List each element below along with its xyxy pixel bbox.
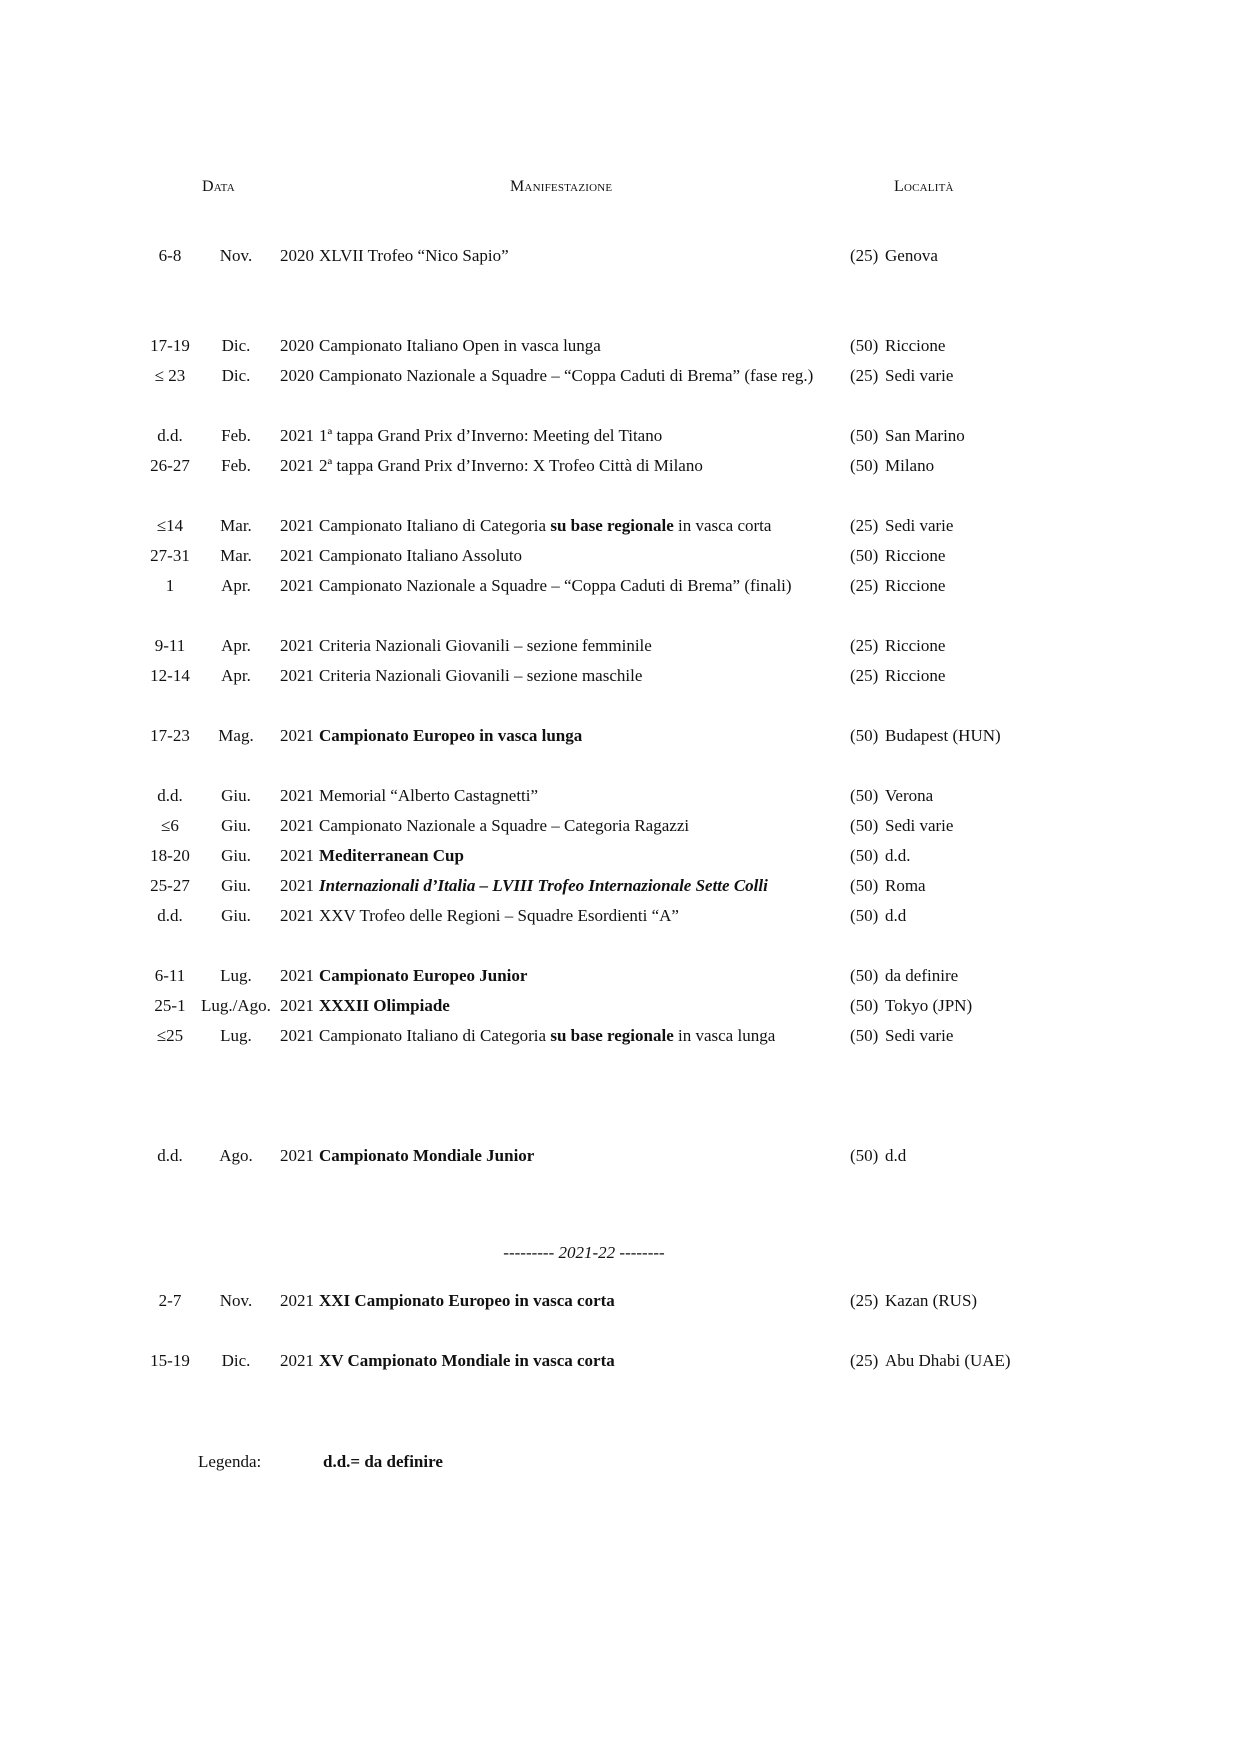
event-name bbox=[319, 1023, 775, 1049]
event-location: d.d. bbox=[885, 846, 911, 865]
event-row bbox=[0, 423, 1240, 449]
event-name-part: su base regionale bbox=[550, 1026, 674, 1045]
event-location: Genova bbox=[885, 246, 938, 265]
event-year: 2021 bbox=[280, 1351, 314, 1370]
event-year: 2021 bbox=[280, 876, 314, 895]
event-name bbox=[319, 813, 689, 839]
event-row bbox=[0, 363, 1240, 389]
event-location: Riccione bbox=[885, 576, 946, 595]
event-month: Nov. bbox=[219, 246, 253, 265]
event-name-part: Criteria Nazionali Giovanili – sezione femminile bbox=[319, 636, 652, 655]
event-name bbox=[319, 363, 813, 389]
event-days: 12-14 bbox=[150, 666, 190, 685]
event-year: 2021 bbox=[280, 906, 314, 925]
event-month: Giu. bbox=[221, 786, 251, 805]
event-row bbox=[0, 723, 1240, 749]
event-location: San Marino bbox=[885, 426, 965, 445]
event-year: 2021 bbox=[280, 456, 314, 475]
event-location: Riccione bbox=[885, 666, 946, 685]
event-name-part: Criteria Nazionali Giovanili – sezione maschile bbox=[319, 666, 643, 685]
event-location: Riccione bbox=[885, 546, 946, 565]
event-name-part: Internazionali d’Italia – LVIII Trofeo Internazionale Sette Colli bbox=[319, 876, 768, 895]
event-name-part: Memorial “Alberto Castagnetti” bbox=[319, 786, 539, 805]
event-name-part: XXXII Olimpiade bbox=[319, 996, 450, 1015]
event-name-part: Campionato Italiano di Categoria bbox=[319, 1026, 551, 1045]
event-month: Feb. bbox=[221, 426, 251, 445]
event-pool-length: (50) bbox=[850, 426, 879, 445]
event-pool-length: (25) bbox=[850, 1351, 879, 1370]
event-days: 9-11 bbox=[154, 636, 186, 655]
event-name bbox=[319, 663, 642, 689]
event-month: Apr. bbox=[221, 576, 251, 595]
event-name-part: Campionato Europeo Junior bbox=[319, 966, 528, 985]
event-row bbox=[0, 663, 1240, 689]
event-name bbox=[319, 1288, 615, 1314]
event-name-part: Campionato Europeo in vasca lunga bbox=[319, 726, 583, 745]
event-name bbox=[319, 243, 509, 269]
event-name-part: XXI Campionato Europeo in vasca corta bbox=[319, 1291, 615, 1310]
event-name-part: Mediterranean Cup bbox=[319, 846, 464, 865]
event-row bbox=[0, 543, 1240, 569]
event-location: Milano bbox=[885, 456, 935, 475]
event-month: Giu. bbox=[221, 906, 251, 925]
event-location: Sedi varie bbox=[885, 366, 954, 385]
event-pool-length: (50) bbox=[850, 966, 879, 985]
legend-text: d.d.= da definire bbox=[323, 1452, 443, 1471]
event-name-part: 2ª tappa Grand Prix d’Inverno: X Trofeo Città di Milano bbox=[319, 456, 703, 475]
event-name-part: Campionato Nazionale a Squadre – “Coppa Caduti di Brema” (finali) bbox=[319, 576, 792, 595]
event-month: Dic. bbox=[221, 366, 251, 385]
event-name bbox=[319, 843, 464, 869]
event-row bbox=[0, 1143, 1240, 1169]
event-month: Dic. bbox=[221, 1351, 251, 1370]
event-days: 2-7 bbox=[158, 1291, 182, 1310]
event-location: Riccione bbox=[885, 336, 946, 355]
event-location: Sedi varie bbox=[885, 1026, 954, 1045]
event-days: d.d. bbox=[157, 1146, 183, 1165]
event-month: Nov. bbox=[219, 1291, 253, 1310]
event-days: d.d. bbox=[157, 786, 183, 805]
event-year: 2021 bbox=[280, 966, 314, 985]
event-name-part: Campionato Mondiale Junior bbox=[319, 1146, 535, 1165]
event-pool-length: (50) bbox=[850, 456, 879, 475]
event-row bbox=[0, 783, 1240, 809]
event-row bbox=[0, 243, 1240, 269]
event-location: da definire bbox=[885, 966, 959, 985]
event-row bbox=[0, 813, 1240, 839]
event-days: 6-8 bbox=[158, 246, 182, 265]
event-name-part: Campionato Italiano Assoluto bbox=[319, 546, 523, 565]
event-row bbox=[0, 573, 1240, 599]
event-year: 2021 bbox=[280, 786, 314, 805]
event-name bbox=[319, 573, 792, 599]
event-row bbox=[0, 1288, 1240, 1314]
event-location: Kazan (RUS) bbox=[885, 1291, 978, 1310]
event-name-part: XXV Trofeo delle Regioni – Squadre Esordienti “A” bbox=[319, 906, 679, 925]
event-year: 2020 bbox=[280, 366, 314, 385]
event-month: Ago. bbox=[219, 1146, 253, 1165]
event-location: Roma bbox=[885, 876, 926, 895]
event-name bbox=[319, 423, 662, 449]
event-year: 2021 bbox=[280, 546, 314, 565]
event-row bbox=[0, 993, 1240, 1019]
event-row bbox=[0, 453, 1240, 479]
event-pool-length: (50) bbox=[850, 336, 879, 355]
event-days: 17-23 bbox=[150, 726, 190, 745]
column-header-location: Località bbox=[894, 178, 954, 195]
event-days: ≤ 23 bbox=[154, 366, 186, 385]
event-month: Apr. bbox=[221, 666, 251, 685]
event-year: 2021 bbox=[280, 1026, 314, 1045]
event-month: Apr. bbox=[221, 636, 251, 655]
event-name bbox=[319, 873, 768, 899]
event-name bbox=[319, 633, 652, 659]
event-year: 2021 bbox=[280, 726, 314, 745]
event-location: d.d bbox=[885, 1146, 907, 1165]
event-days: 6-11 bbox=[154, 966, 186, 985]
event-name-part: Campionato Nazionale a Squadre – Categoria Ragazzi bbox=[319, 816, 690, 835]
event-year: 2021 bbox=[280, 1291, 314, 1310]
event-location: Sedi varie bbox=[885, 516, 954, 535]
event-pool-length: (50) bbox=[850, 846, 879, 865]
event-row bbox=[0, 1348, 1240, 1374]
event-location: d.d bbox=[885, 906, 907, 925]
event-name-part: Campionato Italiano Open in vasca lunga bbox=[319, 336, 601, 355]
event-month: Dic. bbox=[221, 336, 251, 355]
event-row bbox=[0, 963, 1240, 989]
event-pool-length: (25) bbox=[850, 576, 879, 595]
event-days: 18-20 bbox=[150, 846, 190, 865]
event-year: 2021 bbox=[280, 816, 314, 835]
event-name-part: XLVII Trofeo “Nico Sapio” bbox=[319, 246, 509, 265]
event-name-part: Campionato Italiano di Categoria bbox=[319, 516, 551, 535]
event-days: 26-27 bbox=[150, 456, 190, 475]
event-name-part: Campionato Nazionale a Squadre – “Coppa Caduti di Brema” (fase reg.) bbox=[319, 366, 814, 385]
event-name-part: su base regionale bbox=[550, 516, 674, 535]
event-month: Mag. bbox=[218, 726, 254, 745]
season-separator: --------- 2021-22 -------- bbox=[503, 1243, 665, 1262]
event-pool-length: (50) bbox=[850, 786, 879, 805]
event-pool-length: (50) bbox=[850, 876, 879, 895]
event-row bbox=[0, 873, 1240, 899]
event-name bbox=[319, 783, 538, 809]
event-name bbox=[319, 963, 527, 989]
event-name-part: in vasca lunga bbox=[673, 1026, 776, 1045]
event-days: 27-31 bbox=[150, 546, 190, 565]
column-header-date: Data bbox=[202, 178, 235, 195]
event-pool-length: (50) bbox=[850, 906, 879, 925]
event-name bbox=[319, 1143, 534, 1169]
event-pool-length: (25) bbox=[850, 246, 879, 265]
event-pool-length: (25) bbox=[850, 636, 879, 655]
event-location: Budapest (HUN) bbox=[885, 726, 1001, 745]
event-month: Lug. bbox=[220, 966, 252, 985]
event-pool-length: (50) bbox=[850, 546, 879, 565]
event-month: Giu. bbox=[221, 846, 251, 865]
event-row bbox=[0, 1023, 1240, 1049]
event-pool-length: (50) bbox=[850, 816, 879, 835]
event-month: Mar. bbox=[220, 546, 252, 565]
event-year: 2021 bbox=[280, 666, 314, 685]
event-days: 25-27 bbox=[150, 876, 190, 895]
event-month: Giu. bbox=[221, 876, 251, 895]
event-pool-length: (25) bbox=[850, 366, 879, 385]
event-month: Giu. bbox=[221, 816, 251, 835]
event-row bbox=[0, 843, 1240, 869]
event-month: Lug. bbox=[220, 1026, 252, 1045]
event-location: Verona bbox=[885, 786, 934, 805]
column-header-event: Manifestazione bbox=[510, 178, 613, 195]
event-days: 1 bbox=[165, 576, 175, 595]
event-name bbox=[319, 453, 703, 479]
event-location: Tokyo (JPN) bbox=[885, 996, 973, 1015]
event-name-part: in vasca corta bbox=[673, 516, 772, 535]
event-pool-length: (50) bbox=[850, 726, 879, 745]
event-year: 2021 bbox=[280, 846, 314, 865]
event-row bbox=[0, 513, 1240, 539]
event-name-part: XV Campionato Mondiale in vasca corta bbox=[319, 1351, 615, 1370]
event-year: 2020 bbox=[280, 336, 314, 355]
event-days: ≤25 bbox=[156, 1026, 184, 1045]
event-location: Sedi varie bbox=[885, 816, 954, 835]
event-year: 2021 bbox=[280, 996, 314, 1015]
event-row bbox=[0, 903, 1240, 929]
event-year: 2021 bbox=[280, 426, 314, 445]
event-year: 2020 bbox=[280, 246, 314, 265]
event-name bbox=[319, 1348, 615, 1374]
event-year: 2021 bbox=[280, 1146, 314, 1165]
event-month: Feb. bbox=[221, 456, 251, 475]
event-pool-length: (50) bbox=[850, 1026, 879, 1045]
event-days: d.d. bbox=[157, 906, 183, 925]
event-year: 2021 bbox=[280, 516, 314, 535]
event-pool-length: (25) bbox=[850, 1291, 879, 1310]
event-pool-length: (50) bbox=[850, 1146, 879, 1165]
event-days: 15-19 bbox=[150, 1351, 190, 1370]
event-pool-length: (50) bbox=[850, 996, 879, 1015]
event-month: Lug./Ago. bbox=[201, 996, 271, 1015]
event-name bbox=[319, 543, 522, 569]
event-year: 2021 bbox=[280, 636, 314, 655]
event-days: 17-19 bbox=[150, 336, 190, 355]
event-name bbox=[319, 903, 679, 929]
event-days: ≤6 bbox=[161, 816, 179, 835]
event-days: ≤14 bbox=[156, 516, 184, 535]
event-location: Riccione bbox=[885, 636, 946, 655]
legend-label: Legenda: bbox=[198, 1452, 262, 1471]
event-location: Abu Dhabi (UAE) bbox=[885, 1351, 1011, 1370]
event-days: d.d. bbox=[157, 426, 183, 445]
event-name bbox=[319, 513, 771, 539]
event-row bbox=[0, 333, 1240, 359]
event-month: Mar. bbox=[220, 516, 252, 535]
event-pool-length: (25) bbox=[850, 666, 879, 685]
event-name bbox=[319, 723, 582, 749]
event-row bbox=[0, 633, 1240, 659]
event-name bbox=[319, 993, 450, 1019]
event-days: 25-1 bbox=[154, 996, 186, 1015]
event-pool-length: (25) bbox=[850, 516, 879, 535]
event-name-part: 1ª tappa Grand Prix d’Inverno: Meeting del Titano bbox=[319, 426, 663, 445]
event-name bbox=[319, 333, 601, 359]
event-year: 2021 bbox=[280, 576, 314, 595]
